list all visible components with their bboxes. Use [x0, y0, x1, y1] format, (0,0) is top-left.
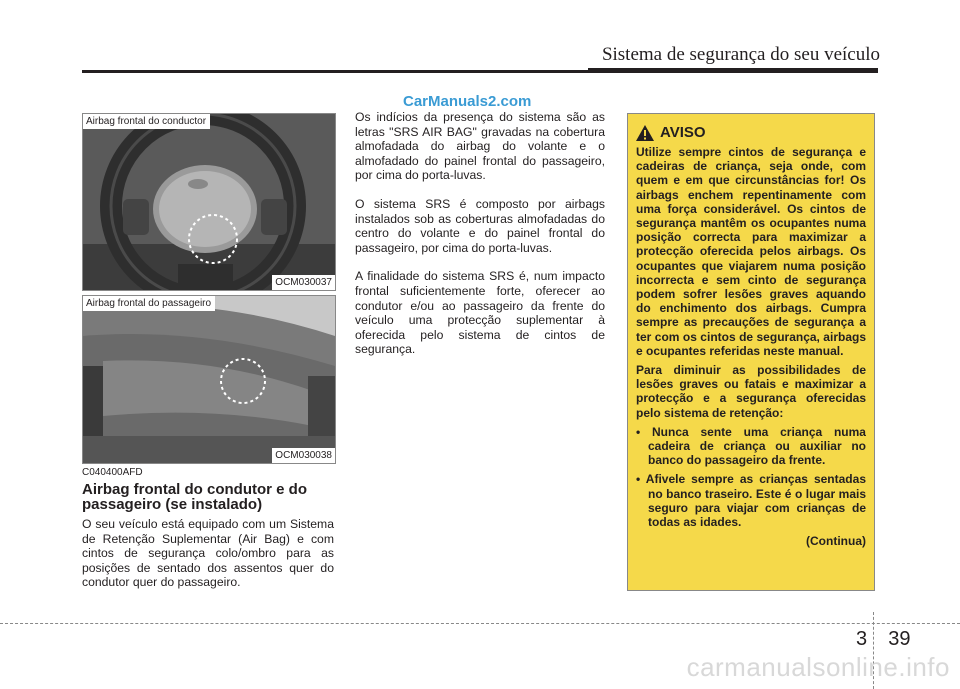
chapter-number: 3: [856, 628, 868, 650]
warning-list-item: • Nunca sente uma criança numa cadeira de criança ou auxiliar no banco do passageiro da frente.: [636, 424, 866, 468]
figure-code: OCM030038: [272, 448, 335, 463]
body-paragraph: O seu veículo está equipado com um Sistema de Retenção Suplementar (Air Bag) e com cintos de segurança colo/ombro para as posições de sentado dos assentos quer do condutor quer do passageiro.: [82, 517, 334, 590]
figure-driver-airbag: [82, 113, 336, 291]
page-number: [856, 628, 911, 651]
section-heading: Airbag frontal do condutor e do passageiro (se instalado): [82, 481, 307, 513]
middle-column: [355, 110, 605, 371]
warning-paragraph: Para diminuir as possibilidades de lesões graves ou fatais e maximizar a protecção e a segurança oferecidas pelo sistema de retenção:: [636, 363, 866, 420]
body-paragraph: O sistema SRS é composto por airbags instalados sob as coberturas almofadadas do centro do volante e do painel frontal do passageiro, por cima do porta-luvas.: [355, 196, 605, 255]
dashboard-illustration: [83, 296, 335, 463]
warning-triangle-icon: [636, 125, 654, 141]
left-column: [82, 467, 334, 604]
page-number-value: 39: [888, 628, 911, 650]
section-code: C040400AFD: [82, 467, 143, 478]
steering-wheel-illustration: [83, 114, 335, 290]
body-paragraph: A finalidade do sistema SRS é, num impacto frontal suficientemente forte, oferecer ao condutor e/ou ao passageiro da frente do veículo uma protecção suplementar à oferecida pelo sistema de cintos de segurança.: [355, 269, 605, 357]
warning-box: [627, 113, 875, 591]
warning-header: [636, 124, 866, 141]
warning-list-text: Nunca sente uma criança numa cadeira de criança ou auxiliar no banco do passageiro da frente.: [648, 424, 866, 468]
figure-code: OCM030037: [272, 275, 335, 290]
warning-list-item: • Afivele sempre as crianças sentadas no banco traseiro. Este é o lugar mais seguro para viajar com crianças de todas as idades.: [636, 472, 866, 530]
figure-label: Airbag frontal do conductor: [83, 114, 210, 129]
warning-list: [636, 425, 866, 529]
warning-title: AVISO: [660, 124, 706, 141]
figure-passenger-airbag: [82, 295, 336, 464]
continued-label: (Continua): [806, 534, 866, 549]
warning-list-text: Afivele sempre as crianças sentadas no banco traseiro. Este é o lugar mais seguro para viajar com crianças de todas as idades.: [645, 472, 866, 530]
footer-rule: [0, 623, 960, 624]
watermark-top[interactable]: CarManuals2.com: [403, 93, 532, 110]
body-paragraph: Os indícios da presença do sistema são as letras "SRS AIR BAG" gravadas na cobertura almofadada do airbag do volante e o almofadado do painel frontal do passageiro, por cima do porta-luvas.: [355, 110, 605, 183]
figure-label: Airbag frontal do passageiro: [83, 296, 215, 311]
warning-paragraph: Utilize sempre cintos de segurança e cadeiras de criança, seja onde, com quem e em que circunstâncias for! Os airbags enchem repentinamente com uma força considerável. Os cintos de segurança mantêm os ocupantes numa posição correcta para maximizar a protecção oferecida pelos airbags. Os ocupantes que viajarem numa posição incorrecta e sem cinto de segurança podem sofrer lesões graves aquando do enchimento dos airbags. Cumpra sempre as precauções de segurança a ter com os cintos de segurança, airbags e ocupantes referidas neste manual.: [636, 145, 866, 358]
header-rule-accent: [588, 68, 878, 73]
watermark-bottom[interactable]: carmanualsonline.info: [686, 652, 950, 682]
chapter-title: Sistema de segurança do seu veículo: [601, 44, 880, 65]
